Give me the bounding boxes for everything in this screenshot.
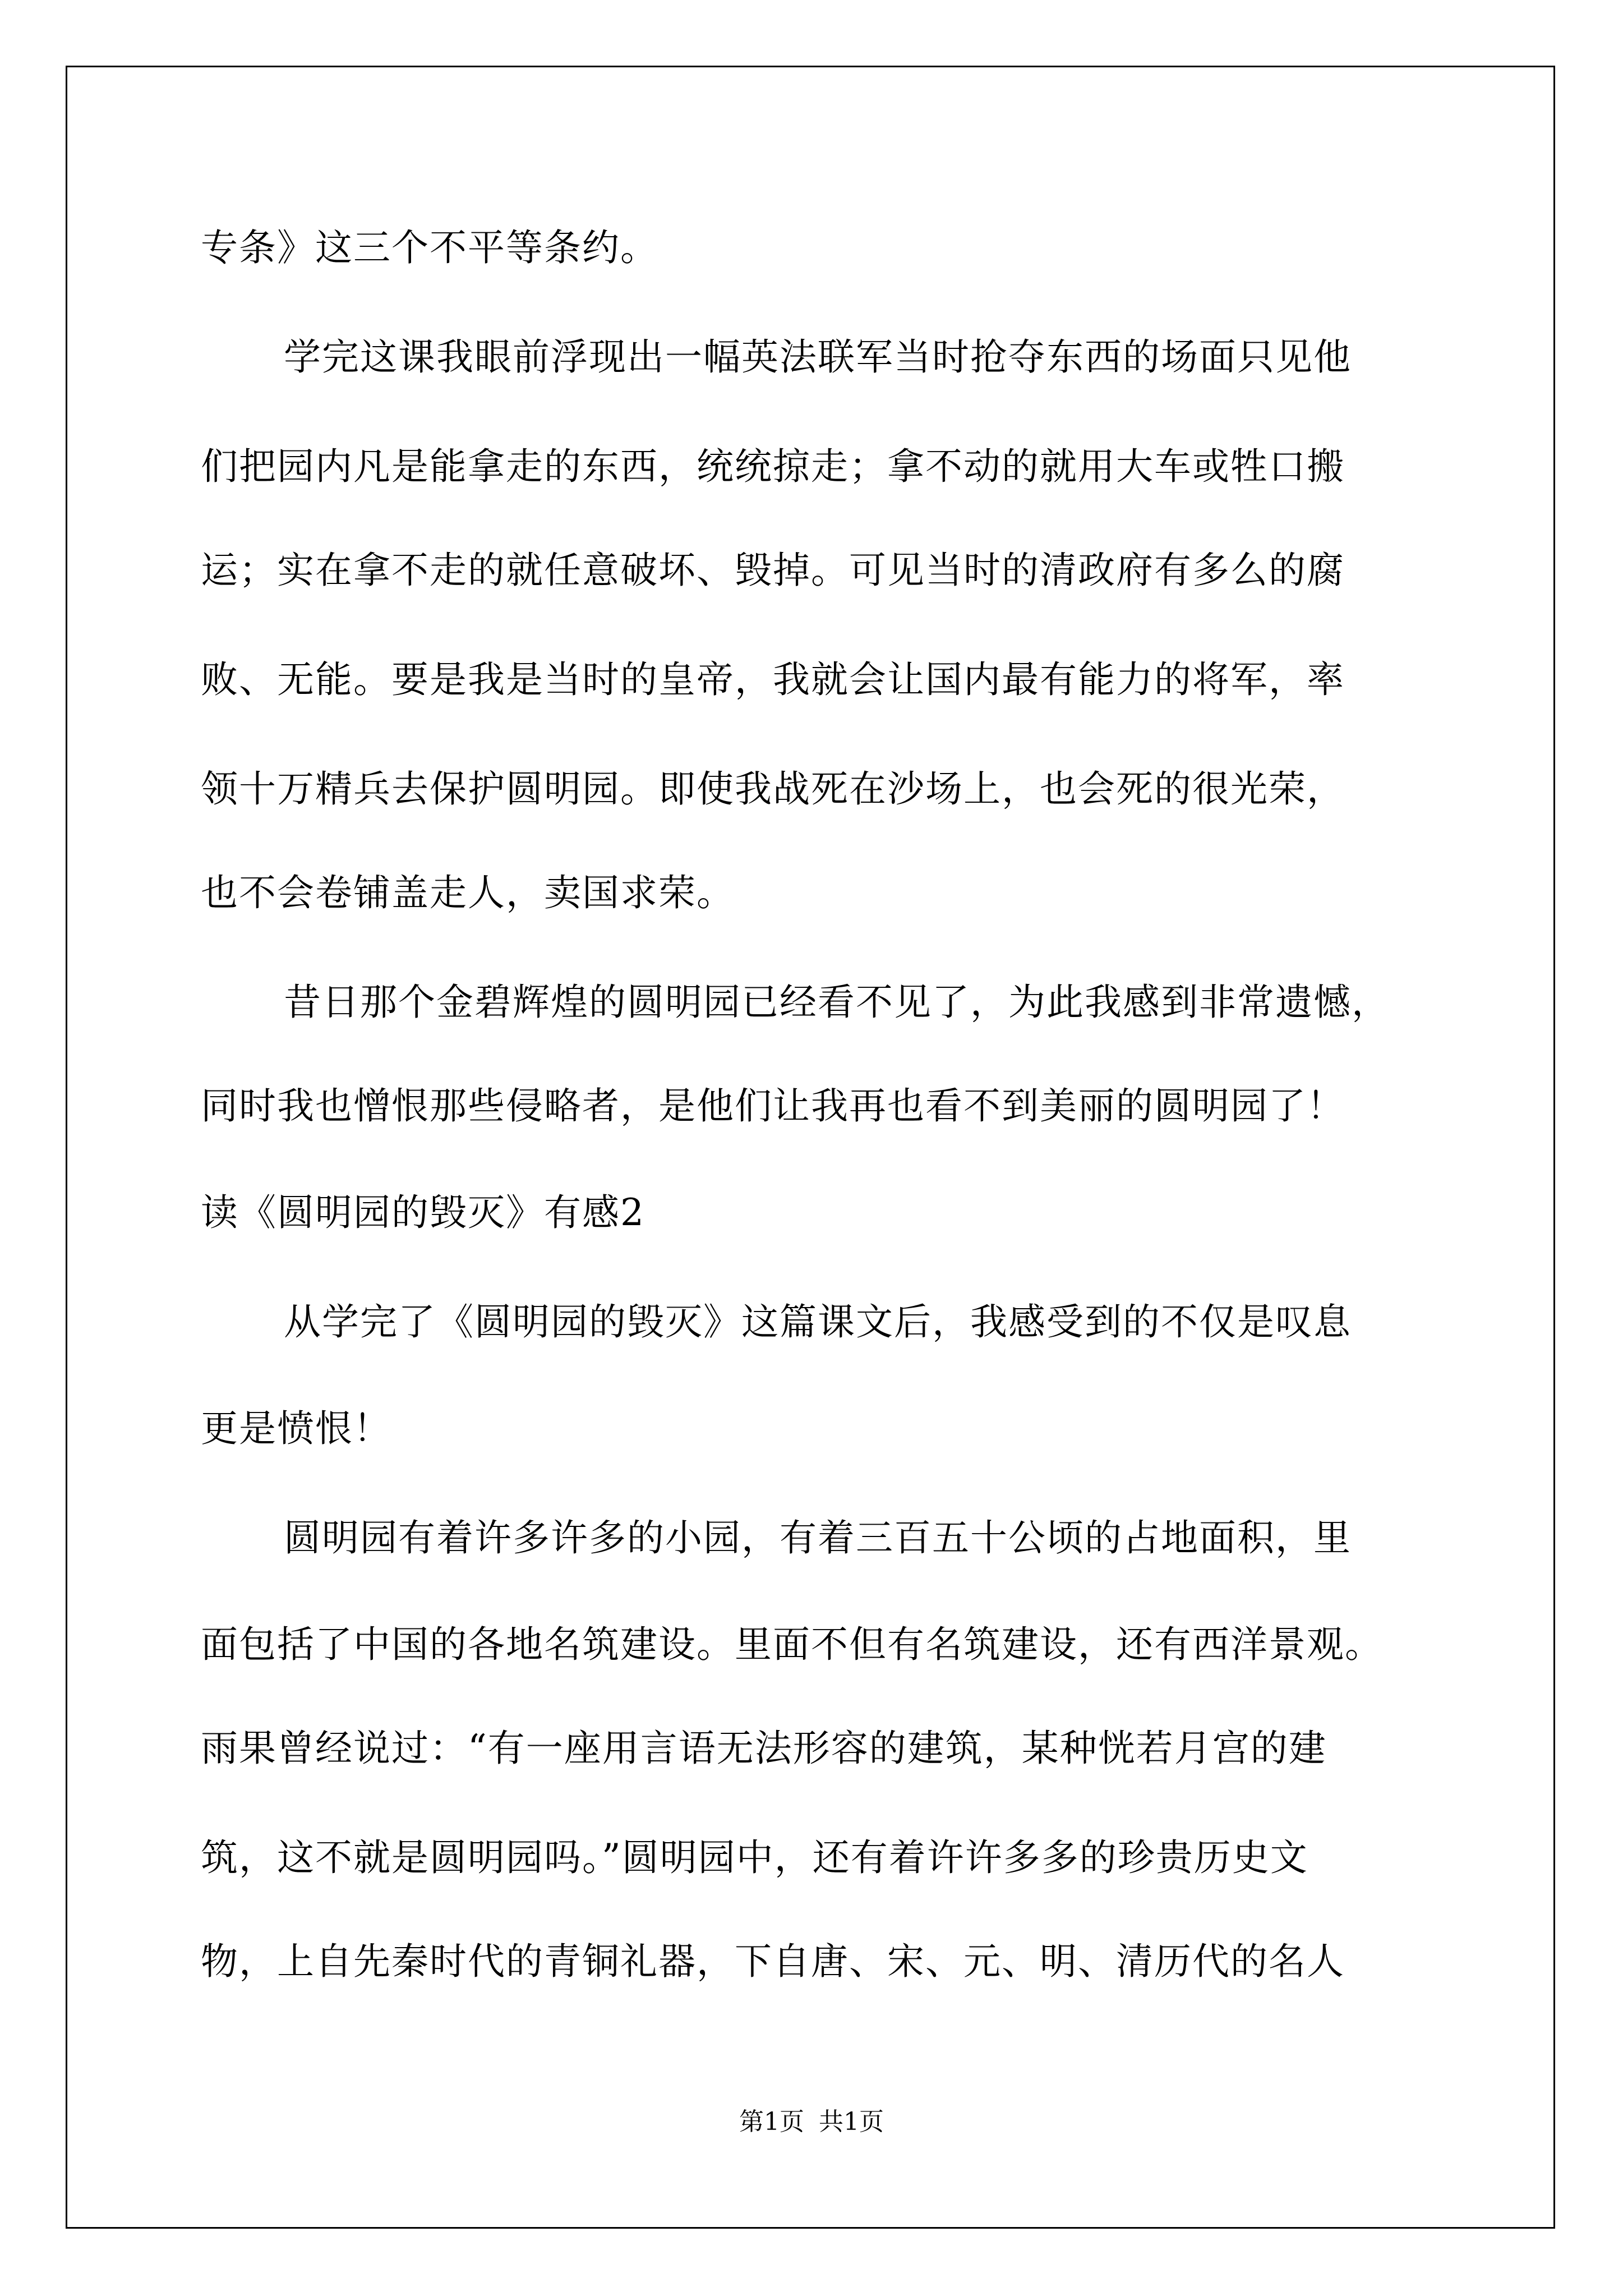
text-line: 面包括了中国的各地名筑建设。里面不但有名筑建设，还有西洋景观。 (201, 1623, 1383, 1666)
text-line: 同时我也憎恨那些侵略者，是他们让我再也看不到美丽的圆明园了！ (201, 1084, 1345, 1128)
text-line: 更是愤恨！ (201, 1407, 391, 1450)
page-total: 共1页 (819, 2108, 884, 2136)
page-border (66, 66, 1555, 2229)
paragraph-first-line: 圆明园有着许多许多的小园，有着三百五十公顷的占地面积，里 (284, 1516, 1352, 1559)
page-number: 第1页 (739, 2108, 804, 2136)
text-line: 物，上自先秦时代的青铜礼器，下自唐、宋、元、明、清历代的名人 (201, 1940, 1345, 1983)
text-line: 败、无能。要是我是当时的皇帝，我就会让国内最有能力的将军，率 (201, 658, 1345, 701)
section-heading: 读《圆明园的毁灭》有感2 (201, 1191, 645, 1234)
paragraph-first-line: 昔日那个金碧辉煌的圆明园已经看不见了，为此我感到非常遗憾， (284, 981, 1390, 1024)
text-line: 雨果曾经说过：“有一座用言语无法形容的建筑，某种恍若月宫的建 (201, 1727, 1327, 1770)
text-line: 也不会卷铺盖走人，卖国求荣。 (201, 871, 735, 914)
page-footer (0, 2105, 1623, 2139)
text-line: 们把园内凡是能拿走的东西，统统掠走；拿不动的就用大车或牲口搬 (201, 445, 1345, 488)
text-line: 专条》这三个不平等条约。 (201, 226, 658, 269)
text-line: 运；实在拿不走的就任意破坏、毁掉。可见当时的清政府有多么的腐 (201, 549, 1345, 592)
paragraph-first-line: 从学完了《圆明园的毁灭》这篇课文后，我感受到的不仅是叹息 (284, 1300, 1352, 1343)
text-line: 筑，这不就是圆明园吗。”圆明园中，还有着许许多多的珍贵历史文 (201, 1836, 1308, 1879)
text-line: 领十万精兵去保护圆明园。即使我战死在沙场上，也会死的很光荣， (201, 767, 1345, 811)
paragraph-first-line: 学完这课我眼前浮现出一幅英法联军当时抢夺东西的场面只见他 (284, 335, 1352, 379)
